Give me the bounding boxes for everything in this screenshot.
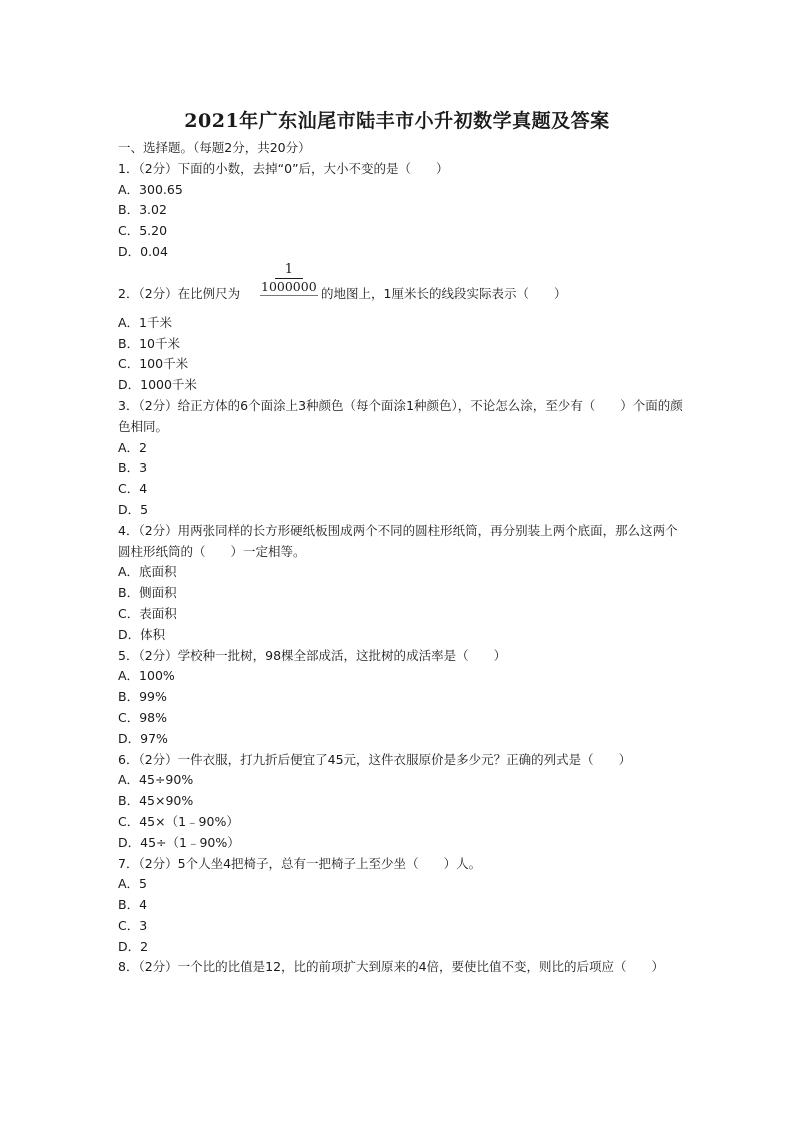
- question-1-option-d: D．0.04: [118, 243, 168, 259]
- question-3-option-d: D．5: [118, 501, 149, 517]
- question-3-option-c: C．4: [118, 481, 148, 497]
- section-heading: 一、选择题。（每题2分，共20分）: [118, 140, 311, 155]
- question-4-stem: 4．（2分）用两张同样的长方形硬纸板围成两个不同的圆柱形纸筒，再分别装上两个底面，那么这两个圆柱形纸筒的（ ）一定相等。: [118, 522, 678, 559]
- question-3-option-a: A．2: [118, 439, 148, 455]
- question-5-option-a: A．100%: [118, 668, 175, 684]
- question-4-option-c: C．表面积: [118, 605, 177, 621]
- question-4-option-d: D．体积: [118, 626, 166, 642]
- question-6-option-a: A．45÷90%: [118, 772, 194, 788]
- question-2-option-d: D．1000千米: [118, 377, 197, 393]
- question-1-stem: 1．（2分）下面的小数，去掉“0”后，大小不变的是（ ）: [118, 160, 449, 176]
- question-3-stem: 3．（2分）给正方体的6个面涂上3种颜色（每个面涂1种颜色），不论怎么涂，至少有（ ）个面的颜色相同。: [118, 397, 683, 434]
- question-2-option-b: B．10千米: [118, 335, 180, 351]
- question-1-option-c: C．5.20: [118, 223, 168, 239]
- question-5-option-d: D．97%: [118, 730, 168, 746]
- question-6-option-c: C．45×（1﹣90%）: [118, 813, 239, 829]
- question-6-option-b: B．45×90%: [118, 793, 194, 809]
- question-4-option-a: A．底面积: [118, 564, 177, 580]
- question-2-stem-after: 的地图上，1厘米长的线段实际表示（ ）: [321, 285, 567, 301]
- fraction-denominator: 1000000: [261, 278, 317, 294]
- question-4-option-b: B．侧面积: [118, 585, 177, 601]
- question-6-option-d: D．45÷（1﹣90%）: [118, 834, 240, 850]
- question-1-option-b: B．3.02: [118, 202, 167, 218]
- document-body: [118, 138, 683, 978]
- question-7-option-c: C．3: [118, 917, 148, 933]
- question-7-option-d: D．2: [118, 938, 149, 954]
- question-3-option-b: B．3: [118, 460, 148, 476]
- question-7-option-a: A．5: [118, 876, 148, 892]
- question-2-stem-before: 2．（2分）在比例尺为: [118, 285, 241, 301]
- question-2-option-a: A．1千米: [118, 314, 173, 330]
- question-1-option-a: A．300.65: [118, 181, 183, 197]
- fraction-numerator: 1: [275, 262, 303, 279]
- question-6-stem: 6．（2分）一件衣服，打九折后便宜了45元，这件衣服原价是多少元？正确的列式是（ ）: [118, 751, 632, 767]
- document-title: 2021年广东汕尾市陆丰市小升初数学真题及答案: [184, 110, 610, 132]
- question-5-option-b: B．99%: [118, 689, 167, 705]
- question-7-option-b: B．4: [118, 897, 148, 913]
- question-2-option-c: C．100千米: [118, 356, 189, 372]
- question-5-stem: 5．（2分）学校种一批树，98棵全部成活，这批树的成活率是（ ）: [118, 647, 507, 663]
- question-5-option-c: C．98%: [118, 709, 168, 725]
- question-2-stem: [118, 263, 683, 313]
- question-8-stem: 8．（2分）一个比的比值是12，比的前项扩大到原来的4倍，要使比值不变，则比的后项应（ ）: [118, 959, 665, 975]
- question-7-stem: 7．（2分）5个人坐4把椅子，总有一把椅子上至少坐（ ）人。: [118, 855, 482, 871]
